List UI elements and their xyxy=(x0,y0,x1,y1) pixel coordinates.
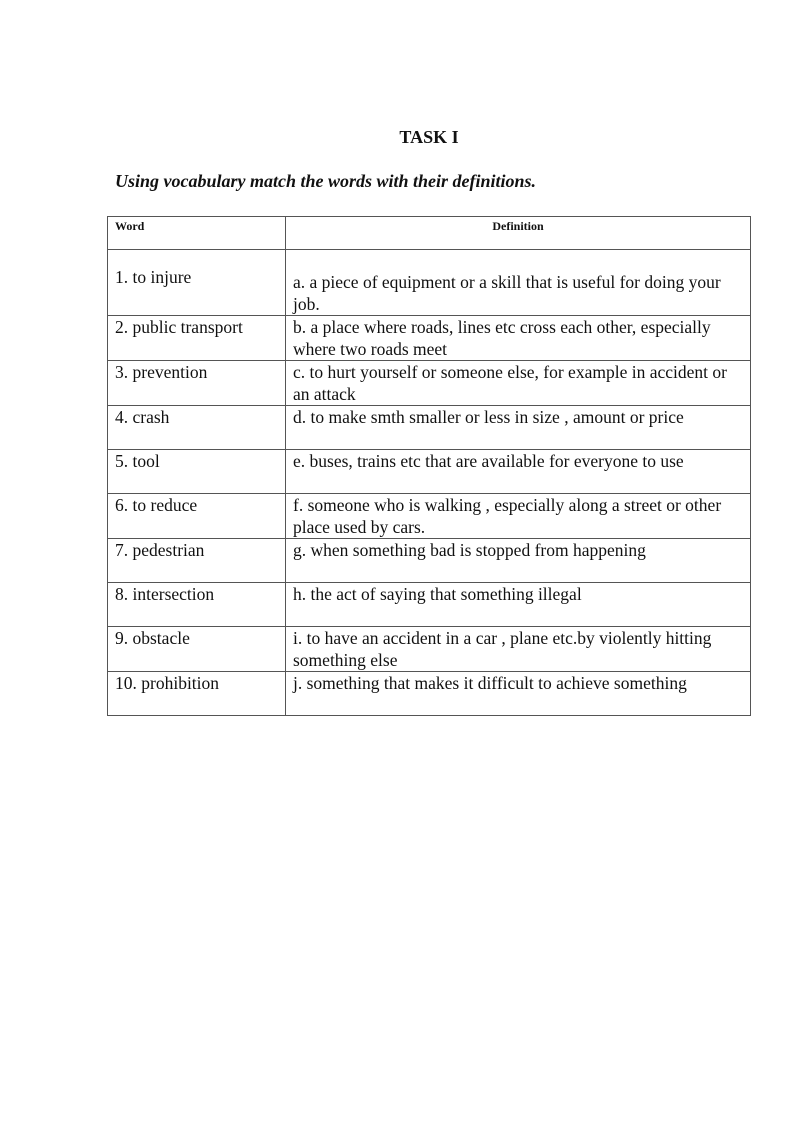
table-row xyxy=(108,406,751,450)
table-row xyxy=(108,450,751,494)
definition-cell: i. to have an accident in a car , plane etc.by violently hitting something else xyxy=(286,627,751,672)
word-cell: 3. prevention xyxy=(108,361,286,406)
definition-cell: c. to hurt yourself or someone else, for example in accident or an attack xyxy=(286,361,751,406)
table-row xyxy=(108,627,751,672)
table-row xyxy=(108,250,751,316)
definition-cell: f. someone who is walking , especially along a street or other place used by cars. xyxy=(286,494,751,539)
task-title: TASK I xyxy=(399,127,459,147)
word-cell: 2. public transport xyxy=(108,316,286,361)
definition-cell: d. to make smth smaller or less in size , amount or price xyxy=(286,406,751,450)
definition-cell: e. buses, trains etc that are available for everyone to use xyxy=(286,450,751,494)
word-cell: 5. tool xyxy=(108,450,286,494)
word-cell: 10. prohibition xyxy=(108,672,286,716)
vocabulary-table xyxy=(107,216,751,716)
header-definition: Definition xyxy=(286,217,751,250)
word-cell: 8. intersection xyxy=(108,583,286,627)
header-word: Word xyxy=(108,217,286,250)
definition-cell: b. a place where roads, lines etc cross each other, especially where two roads meet xyxy=(286,316,751,361)
table-row xyxy=(108,539,751,583)
definition-cell: g. when something bad is stopped from happening xyxy=(286,539,751,583)
word-cell: 4. crash xyxy=(108,406,286,450)
word-cell: 9. obstacle xyxy=(108,627,286,672)
table-row xyxy=(108,316,751,361)
table-header-row xyxy=(108,217,751,250)
word-cell: 7. pedestrian xyxy=(108,539,286,583)
table-row xyxy=(108,672,751,716)
definition-cell: j. something that makes it difficult to achieve something xyxy=(286,672,751,716)
table-row xyxy=(108,361,751,406)
definition-cell: h. the act of saying that something illegal xyxy=(286,583,751,627)
definition-cell: a. a piece of equipment or a skill that is useful for doing your job. xyxy=(286,250,751,316)
word-cell: 1. to injure xyxy=(108,250,286,316)
table-row xyxy=(108,583,751,627)
word-cell: 6. to reduce xyxy=(108,494,286,539)
task-instruction: Using vocabulary match the words with their definitions. xyxy=(115,171,537,191)
table-row xyxy=(108,494,751,539)
